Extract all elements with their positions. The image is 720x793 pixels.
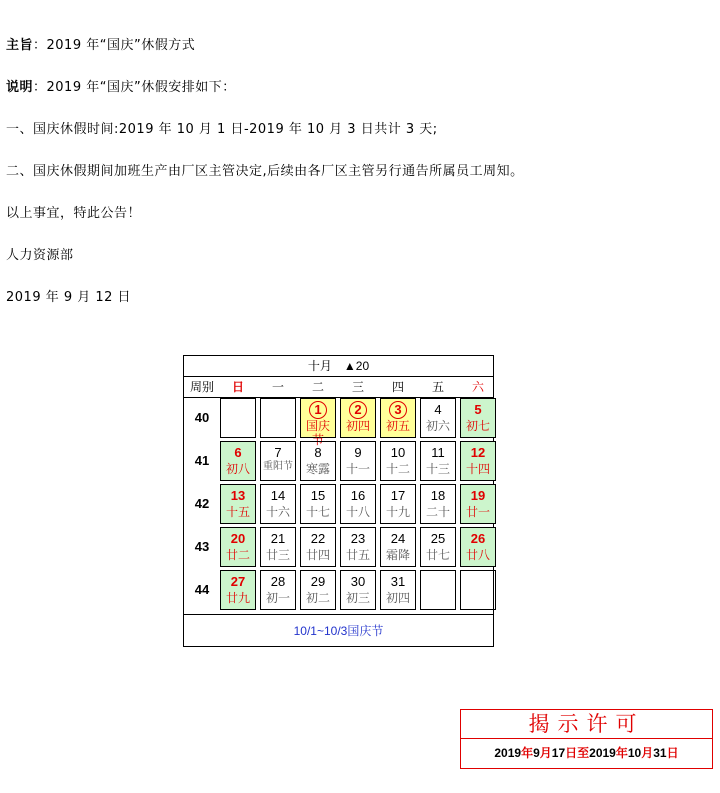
lunar-label: 廿五 <box>345 548 370 562</box>
calendar-day-cell <box>220 484 256 524</box>
day-number: 15 <box>310 488 326 503</box>
calendar-day-cell <box>300 441 336 481</box>
calendar-day-cell <box>300 484 336 524</box>
date-unit: 日至 <box>565 746 590 760</box>
week-number: 40 <box>194 410 210 425</box>
weekday-label: 四 <box>391 380 404 394</box>
calendar-day-cell <box>260 484 296 524</box>
description-label: 说明 <box>6 80 34 95</box>
subject-label: 主旨 <box>6 38 34 53</box>
calendar-empty-cell <box>460 570 496 610</box>
lunar-label: 重阳节 <box>263 461 293 472</box>
date-number: 31 <box>653 746 667 760</box>
calendar-day-cell <box>420 484 456 524</box>
day-number: 18 <box>430 488 446 503</box>
day-number: 1 <box>309 401 327 419</box>
calendar-day-cell <box>220 441 256 481</box>
date-number: 17 <box>551 746 566 760</box>
day-number: 31 <box>390 574 406 589</box>
date-unit: 月 <box>641 746 654 760</box>
calendar-day-cell <box>380 570 416 610</box>
calendar-day-cell <box>460 398 496 438</box>
day-number: 21 <box>270 531 286 546</box>
day-number: 20 <box>230 531 246 546</box>
date-number: 10 <box>627 746 642 760</box>
day-number: 26 <box>470 531 486 546</box>
day-number: 13 <box>230 488 246 503</box>
week-number: 42 <box>194 496 210 511</box>
day-number: 8 <box>314 445 322 460</box>
date-number: 2019 <box>494 746 522 760</box>
lunar-label: 初二 <box>305 591 330 605</box>
calendar-day-cell <box>340 398 376 438</box>
closing-line: 以上事宜，特此公告！ <box>6 206 142 221</box>
calendar-day-cell <box>420 441 456 481</box>
lunar-label: 初一 <box>265 591 290 605</box>
calendar-day-cell <box>300 570 336 610</box>
lunar-label: 初七 <box>465 419 490 433</box>
day-number: 30 <box>350 574 366 589</box>
day-number: 7 <box>274 445 282 460</box>
subject-line <box>6 38 195 54</box>
weekday-label: 二 <box>311 380 324 394</box>
calendar-day-cell <box>340 441 376 481</box>
day-number: 5 <box>474 402 482 417</box>
calendar-day-cell <box>460 484 496 524</box>
lunar-label: 初五 <box>385 419 410 433</box>
lunar-label: 廿八 <box>465 548 490 562</box>
lunar-label: 廿三 <box>265 548 290 562</box>
stamp-date-range <box>461 739 712 767</box>
posting-permit-stamp <box>460 709 713 769</box>
lunar-label: 廿九 <box>225 591 250 605</box>
calendar-day-cell <box>220 570 256 610</box>
day-number: 24 <box>390 531 406 546</box>
day-number: 23 <box>350 531 366 546</box>
calendar-day-cell <box>340 484 376 524</box>
weekday-label: 六 <box>471 380 484 394</box>
calendar-day-cell <box>340 527 376 567</box>
date-number: 2019 <box>589 746 616 760</box>
day-number: 29 <box>310 574 326 589</box>
calendar-day-cell <box>260 441 296 481</box>
week-column-header: 周别 <box>189 380 214 394</box>
lunar-label: 十八 <box>345 505 370 519</box>
lunar-label: 初三 <box>345 591 370 605</box>
department: 人力资源部 <box>6 248 74 263</box>
calendar-day-cell <box>260 570 296 610</box>
weekday-label: 日 <box>231 380 244 394</box>
week-number: 43 <box>194 539 210 554</box>
day-number: 4 <box>434 402 442 417</box>
lunar-label: 初八 <box>225 462 250 476</box>
lunar-label: 二十 <box>425 505 450 519</box>
calendar-empty-cell <box>260 398 296 438</box>
date-unit: 月 <box>539 746 552 760</box>
lunar-label: 十五 <box>225 505 250 519</box>
lunar-label: 十三 <box>425 462 450 476</box>
weekday-label: 三 <box>351 380 364 394</box>
day-number: 22 <box>310 531 326 546</box>
calendar-day-cell <box>420 398 456 438</box>
weekday-label: 一 <box>271 380 284 394</box>
lunar-label: 廿四 <box>305 548 330 562</box>
date-unit: 年 <box>615 746 628 760</box>
holiday-note: 10/1~10/3国庆节 <box>184 614 493 647</box>
calendar-empty-cell <box>220 398 256 438</box>
calendar-day-cell <box>220 527 256 567</box>
lunar-label: 十七 <box>305 505 330 519</box>
lunar-label: 十二 <box>385 462 410 476</box>
calendar-day-cell <box>380 527 416 567</box>
calendar-day-cell <box>460 441 496 481</box>
subject-text: ：2019 年“国庆”休假方式 <box>33 38 196 53</box>
lunar-label: 初六 <box>425 419 450 433</box>
item-one: 一、国庆休假时间:2019 年 10 月 1 日-2019 年 10 月 3 日共计 3 天; <box>6 122 438 137</box>
date-number: 9 <box>533 746 540 760</box>
day-number: 14 <box>270 488 286 503</box>
description-text: ：2019 年“国庆”休假安排如下： <box>33 80 236 95</box>
day-number: 28 <box>270 574 286 589</box>
october-calendar <box>183 355 494 647</box>
calendar-day-cell <box>420 527 456 567</box>
notice-date: 2019 年 9 月 12 日 <box>6 290 132 305</box>
calendar-header <box>184 356 493 377</box>
calendar-day-cell <box>300 398 336 447</box>
lunar-label: 十四 <box>465 462 490 476</box>
weekday-header <box>184 377 493 398</box>
day-number: 12 <box>470 445 486 460</box>
weekday-label: 五 <box>431 380 444 394</box>
day-number: 19 <box>470 488 486 503</box>
day-number: 6 <box>234 445 242 460</box>
lunar-label: 寒露 <box>305 462 330 476</box>
day-number: 3 <box>389 401 407 419</box>
lunar-label: 十一 <box>345 462 370 476</box>
lunar-label: 初四 <box>385 591 410 605</box>
lunar-label: 初四 <box>345 419 370 433</box>
stamp-title: 揭示许可 <box>461 710 712 739</box>
day-number: 25 <box>430 531 446 546</box>
up-triangle-label: ▲20 <box>343 359 370 373</box>
lunar-label: 廿一 <box>465 505 490 519</box>
week-number: 44 <box>194 582 210 597</box>
lunar-label: 廿七 <box>425 548 450 562</box>
calendar-day-cell <box>380 441 416 481</box>
calendar-day-cell <box>260 527 296 567</box>
calendar-day-cell <box>380 398 416 438</box>
calendar-day-cell <box>340 570 376 610</box>
date-unit: 年 <box>521 746 534 760</box>
calendar-day-cell <box>300 527 336 567</box>
calendar-day-cell <box>460 527 496 567</box>
lunar-label: 十六 <box>265 505 290 519</box>
day-number: 16 <box>350 488 366 503</box>
lunar-label: 廿二 <box>225 548 250 562</box>
day-number: 11 <box>431 445 445 460</box>
day-number: 17 <box>390 488 406 503</box>
lunar-label: 霜降 <box>385 548 410 562</box>
day-number: 9 <box>354 445 362 460</box>
date-unit: 日 <box>666 746 679 760</box>
week-number: 41 <box>194 453 210 468</box>
lunar-label: 十九 <box>385 505 410 519</box>
item-two: 二、国庆休假期间加班生产由厂区主管决定,后续由各厂区主管另行通告所属员工周知。 <box>6 164 524 179</box>
lunar-label: 国庆节 <box>305 419 330 447</box>
month-label: 十月 <box>307 359 332 373</box>
day-number: 10 <box>390 445 406 460</box>
calendar-empty-cell <box>420 570 456 610</box>
day-number: 2 <box>349 401 367 419</box>
day-number: 27 <box>230 574 246 589</box>
description-line <box>6 80 236 96</box>
calendar-day-cell <box>380 484 416 524</box>
